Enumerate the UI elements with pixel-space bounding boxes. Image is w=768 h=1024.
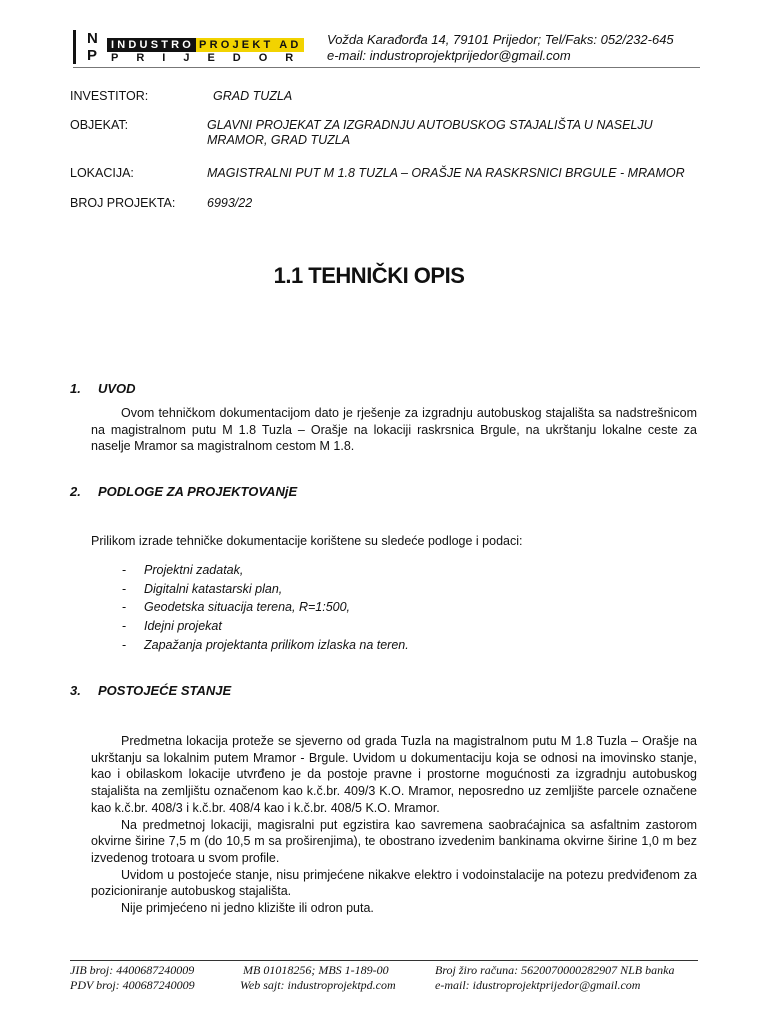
section-title: PODLOGE ZA PROJEKTOVANjE — [98, 484, 298, 499]
footer-bank — [435, 963, 674, 992]
footer-tax-ids — [70, 963, 195, 992]
section-number: 1. — [70, 381, 81, 396]
list-item — [122, 561, 409, 580]
list-dash: - — [122, 563, 127, 577]
meta-value: GLAVNI PROJEKAT ZA IZGRADNJU AUTOBUSKOG STAJALIŠTA U NASELJU MRAMOR, GRAD TUZLA — [207, 118, 653, 147]
meta-label: INVESTITOR: — [70, 89, 149, 103]
section-title: POSTOJEĆE STANJE — [98, 683, 232, 698]
header-divider — [73, 67, 700, 68]
section-heading-uvod — [70, 381, 136, 396]
list-item — [122, 598, 409, 617]
stanje-paragraphs — [91, 733, 697, 917]
document-title: 1.1 TEHNIČKI OPIS — [273, 263, 465, 288]
list-dash: - — [122, 600, 127, 615]
list-dash: - — [122, 637, 127, 652]
company-logo — [107, 38, 304, 52]
list-dash: - — [122, 619, 127, 634]
stanje-paragraph: Uvidom u postojeće stanje, nisu primjećene nikakve elektro i vodoinstalacije na potezu predviđenom za pozicioniranje autobuskog stajališta. — [91, 867, 697, 899]
list-item — [122, 617, 409, 636]
company-address: Vožda Karađorđa 14, 79101 Prijedor; Tel/Faks: 052/232-645 — [327, 32, 674, 47]
list-item-text: Geodetska situacija terena, R=1:500, — [144, 600, 351, 615]
company-email: e-mail: industroprojektprijedor@gmail.com — [327, 48, 571, 63]
section-title: UVOD — [98, 381, 136, 396]
footer-divider — [70, 960, 698, 961]
footer-website: Web sajt: industroprojektpd.com — [240, 977, 396, 992]
footer-email: e-mail: idustroprojektprijedor@gmail.com — [435, 977, 641, 992]
meta-label: OBJEKAT: — [70, 118, 129, 132]
list-item — [122, 636, 409, 655]
logo-industro: INDUSTRO — [107, 38, 196, 52]
logo-city: PRIJEDOR — [111, 52, 312, 64]
meta-value: MAGISTRALNI PUT M 1.8 TUZLA – ORAŠJE NA RASKRSNICI BRGULE - MRAMOR — [207, 166, 685, 180]
letterhead — [73, 30, 700, 68]
section-heading-podloge — [70, 484, 297, 499]
meta-value: 6993/22 — [207, 196, 253, 210]
logo-bar — [73, 30, 76, 64]
list-dash: - — [122, 581, 127, 596]
uvod-paragraph — [91, 405, 697, 455]
footer-registration — [240, 963, 396, 992]
logo-np — [87, 30, 98, 64]
footer-mb: MB 01018256; MBS 1-189-00 — [243, 963, 389, 977]
uvod-text: Ovom tehničkom dokumentacijom dato je rješenje za izgradnju autobuskog stajališta sa nadstrešnicom na magistralnom putu M 1.8 Tuzla – Orašje na lokaciji raskrsnica Brgule, na ukrštanju lokalne ceste za naselje Mramor sa magistralnom cestom M 1.8. — [91, 406, 697, 454]
list-item-text: Idejni projekat — [144, 619, 222, 634]
list-item-text: Zapažanja projektanta prilikom izlaska na teren. — [144, 637, 409, 652]
podloge-list — [122, 561, 409, 655]
meta-label: LOKACIJA: — [70, 166, 134, 180]
list-item — [122, 580, 409, 599]
meta-label: BROJ PROJEKTA: — [70, 196, 176, 210]
footer-jib: JIB broj: 4400687240009 — [70, 963, 195, 977]
footer-bank-account: Broj žiro računa: 5620070000282907 NLB banka — [435, 963, 675, 977]
stanje-paragraph: Nije primjećeno ni jedno klizište ili odron puta. — [121, 901, 374, 916]
logo-projekt-ad: PROJEKT AD — [196, 38, 304, 52]
section-number: 2. — [70, 484, 81, 499]
meta-value: GRAD TUZLA — [213, 89, 293, 103]
podloge-intro: Prilikom izrade tehničke dokumentacije korištene su sledeće podloge i podaci: — [91, 534, 523, 548]
list-item-text: Projektni zadatak, — [144, 563, 244, 577]
section-number: 3. — [70, 683, 81, 698]
stanje-paragraph: Predmetna lokacija proteže se sjeverno od grada Tuzla na magistralnom putu M 1.8 Tuzla – Orašje na ukrštanju sa lokalnim putem Mramor - Brgule. Uvidom u dokumentaciju koja se odnosi na imovinsko stanje, kao i obilaskom lokacije utvrđeno je da postoje pravne i prostorne mogućnosti za izgradnju autobuskog stajališta na zemljištu označenom kao k.č.br. 409/3 K.O. Mramor, neposredno uz zemljište parcele označene kao k.č.br. 408/3 i k.č.br. 408/4 kao i k.č.br. 408/5 K.O. Mramor. — [91, 734, 697, 815]
list-item-text: Digitalni katastarski plan, — [144, 581, 283, 596]
company-contact — [327, 32, 674, 64]
logo-letter-n: N — [87, 30, 98, 47]
section-heading-stanje — [70, 683, 231, 698]
footer-pdv: PDV broj: 400687240009 — [70, 977, 195, 992]
stanje-paragraph: Na predmetnoj lokaciji, magisralni put egzistira kao savremena saobraćajnica sa asfaltnim zastorom okvirne širine 7,5 m (do 10,5 m sa proširenjima), te obostrano izvedenim bankinama okvirne širine 1,0 m bez izvedenog trotoara u svom profile. — [91, 817, 697, 865]
logo-letter-p: P — [87, 47, 98, 64]
